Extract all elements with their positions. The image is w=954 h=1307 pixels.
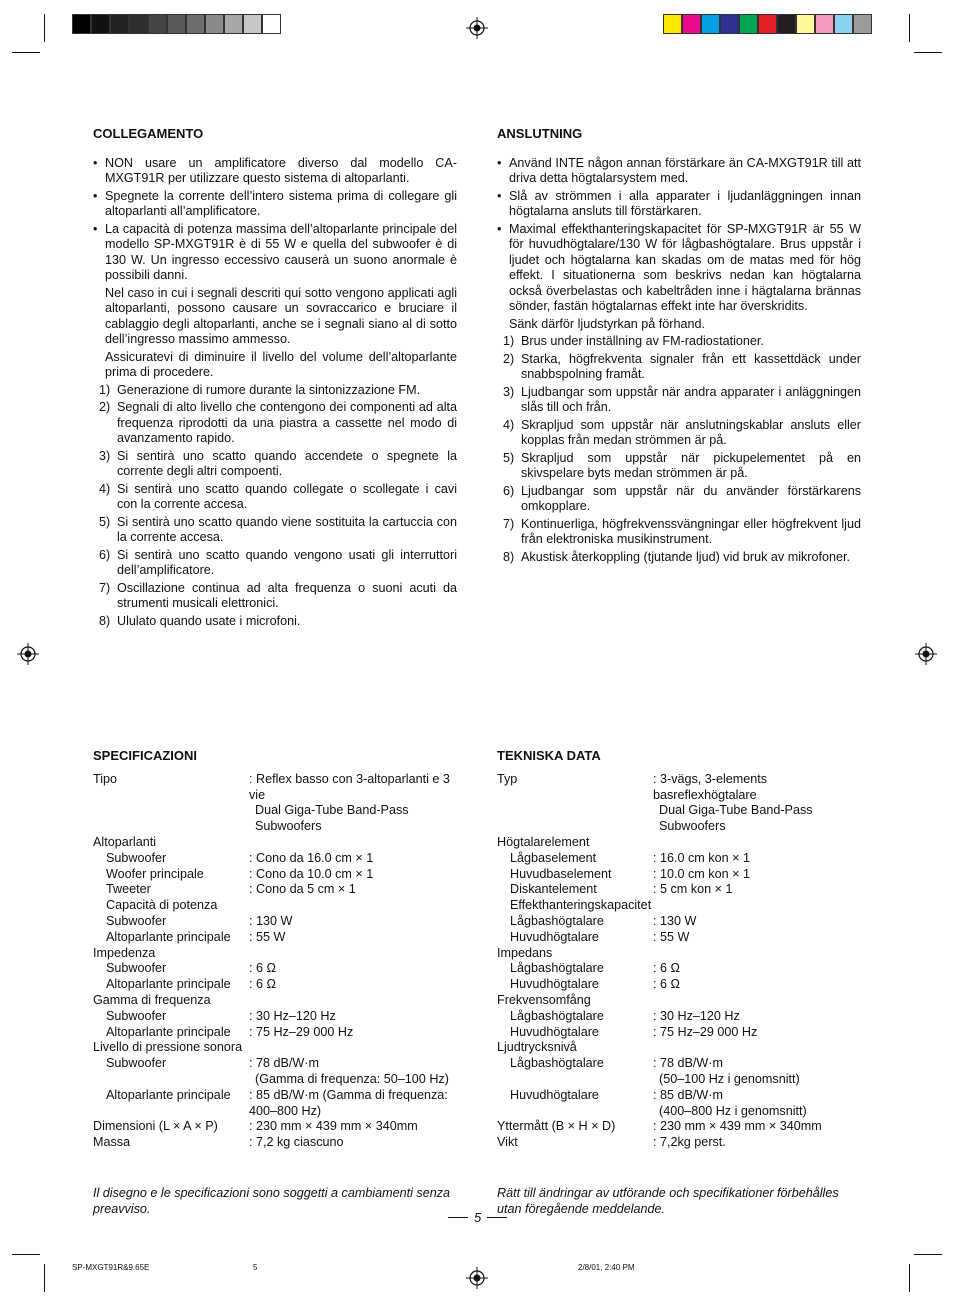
spec-row <box>497 961 863 977</box>
item-text: Kontinuerliga, högfrekvenssvängningar eller högfrekvent ljud från elektroniska musikinstrument. <box>521 516 861 546</box>
list-item <box>497 334 861 350</box>
color-swatch <box>224 14 243 34</box>
item-number: 2) <box>99 400 111 414</box>
spec-row <box>93 772 459 804</box>
spec-label <box>497 803 653 835</box>
item-text: Brus under inställning av FM-radiostationer. <box>521 334 764 348</box>
spec-row <box>497 1104 863 1120</box>
color-swatch <box>262 14 281 34</box>
item-text: Si sentirà uno scatto quando collegate o scollegate i cavi con la corrente accesa. <box>117 481 457 511</box>
spec-value <box>249 898 459 914</box>
spec-label: Högtalarelement <box>497 834 590 849</box>
spec-row <box>93 1009 459 1025</box>
color-swatch <box>796 14 815 34</box>
spec-value: : 10.0 cm kon × 1 <box>653 866 750 881</box>
numbered-list <box>93 383 457 630</box>
color-swatch <box>720 14 739 34</box>
color-swatch <box>148 14 167 34</box>
item-text: Generazione di rumore durante la sintonizzazione FM. <box>117 382 421 397</box>
spec-row <box>497 914 863 930</box>
spec-value <box>653 993 863 1009</box>
spec-row <box>93 803 459 835</box>
item-number: 5) <box>503 450 515 465</box>
registration-mark-icon <box>466 17 488 39</box>
grayscale-color-bar <box>72 14 281 34</box>
spec-row <box>93 1056 459 1072</box>
spec-value: : Reflex basso con 3-altoparlanti e 3 vie <box>249 771 450 802</box>
color-swatch <box>91 14 110 34</box>
spec-label: Tweeter <box>106 882 151 897</box>
spec-label: Dimensioni (L × A × P) <box>93 1119 218 1134</box>
paragraph: Sänk därför ljudstyrkan på förhand. <box>509 316 706 331</box>
item-number: 4) <box>503 417 515 432</box>
spec-value: : 130 W <box>249 913 293 928</box>
spec-row <box>497 1040 863 1056</box>
spec-value: : 16.0 cm kon × 1 <box>653 850 750 865</box>
item-text: Skrapljud som uppstår när pickupelementet på en skivspelare byts medan strömmen är på. <box>521 450 861 480</box>
spec-label: Ljudtrycksnivå <box>497 1040 577 1055</box>
spec-row <box>497 882 863 898</box>
list-item <box>497 451 861 482</box>
spec-label: Lågbashögtalare <box>510 961 604 976</box>
item-text: Starka, högfrekventa signaler från ett kassettdäck under snabbspolning framåt. <box>521 351 861 381</box>
spec-label: Subwoofer <box>106 961 167 976</box>
list-item <box>497 352 861 383</box>
spec-label <box>93 1072 249 1088</box>
color-swatch <box>701 14 720 34</box>
spec-label: Capacità di potenza <box>106 898 218 913</box>
section-heading: ANSLUTNING <box>497 126 583 141</box>
item-number: 6) <box>99 547 111 562</box>
italian-disclaimer: Il disegno e le specificazioni sono soggetti a cambiamenti senza preavviso. <box>93 1186 451 1216</box>
list-item <box>93 515 457 546</box>
spec-label: Huvudbaselement <box>510 866 612 881</box>
color-swatch <box>129 14 148 34</box>
item-number: 1) <box>503 334 515 348</box>
spec-label: Lågbashögtalare <box>510 1008 604 1023</box>
spec-row <box>497 1135 863 1151</box>
item-text: Ljudbangar som uppstår när andra apparater i anläggningen slås till och från. <box>521 384 861 414</box>
spec-label: Livello di pressione sonora <box>93 1040 243 1055</box>
registration-mark-icon <box>17 643 39 665</box>
bullet-item: • Maximal effekthanteringskapacitet för SP-MXGT91R är 55 W för huvudhögtalare/130 W för lågbashögtalare. Brus uppstår i ljudet och högtalarna kan skadas om de matas med för hög effekt. I situationerna som beskrivs nedan kan högtalarna också överbelastas och kabeltråden inne i hägtalarna brännas sönder, fastän högtalarnas effekt inte har överskridits. <box>497 222 861 315</box>
spec-value: : 5 cm kon × 1 <box>653 882 733 897</box>
spec-value: : 6 Ω <box>653 961 680 976</box>
color-swatch <box>758 14 777 34</box>
color-swatch <box>682 14 701 34</box>
spec-value <box>249 835 459 851</box>
color-swatch <box>205 14 224 34</box>
item-number: 3) <box>503 384 515 399</box>
spec-value: : 230 mm × 439 mm × 340mm <box>653 1119 822 1134</box>
item-text: Si sentirà uno scatto quando accendete o spegnete la corrente degli altri compoenti. <box>117 448 457 478</box>
spec-value: : Cono da 5 cm × 1 <box>249 882 356 897</box>
numbered-list <box>497 334 861 565</box>
spec-value: : 85 dB/W·m <box>653 1087 723 1102</box>
spec-row <box>93 1025 459 1041</box>
spec-label: Diskantelement <box>510 882 597 897</box>
list-item <box>93 548 457 579</box>
item-number: 8) <box>99 613 111 628</box>
bullet-item: • Spegnete la corrente dell’intero sistema prima di collegare gli altoparlanti all’amplificatore. <box>93 189 457 220</box>
spec-value: : 85 dB/W·m (Gamma di frequenza: 400–800 Hz) <box>249 1087 448 1118</box>
italian-connection-section <box>93 126 457 631</box>
color-swatch <box>243 14 262 34</box>
list-item <box>93 614 457 630</box>
spec-label: Tipo <box>93 771 118 786</box>
spec-value: : 75 Hz–29 000 Hz <box>653 1024 758 1039</box>
registration-mark-icon <box>915 643 937 665</box>
spec-row <box>93 898 459 914</box>
spec-row <box>497 930 863 946</box>
paragraph: Assicuratevi di diminuire il livello del volume dell’altoparlante prima di procedere. <box>105 349 457 379</box>
spec-value: Dual Giga-Tube Band-Pass Subwoofers <box>659 803 813 834</box>
spec-value: : 78 dB/W·m <box>249 1056 319 1071</box>
spec-value: : 78 dB/W·m <box>653 1056 723 1071</box>
paragraph: Nel caso in cui i segnali descriti qui sotto vengono applicati agli altoparlanti, possono causare un sovraccarico e bruciare il cablaggio degli altoparlanti, anche se i segnali siano al di sotto dell’ingresso massimo ammesso. <box>105 285 457 346</box>
spec-label: Subwoofer <box>106 1008 167 1023</box>
item-text: Segnali di alto livello che contengono dei componenti ad alta frequenza riprodotti da una piastra a cassette nel modo di avanzamento rapido. <box>117 400 457 445</box>
item-text: Skrapljud som uppstår när anslutningskablar ansluts eller kopplas från medan strömmen är på. <box>521 417 861 447</box>
spec-value: : 230 mm × 439 mm × 340mm <box>249 1119 418 1134</box>
spec-label: Lågbaselement <box>510 850 597 865</box>
spec-row <box>93 1072 459 1088</box>
list-item <box>497 385 861 416</box>
spec-table <box>93 772 459 1151</box>
swedish-disclaimer: Rätt till ändringar av utförande och specifikationer förbehålles utan föregående meddelande. <box>497 1186 839 1216</box>
spec-label: Subwoofer <box>106 1056 167 1071</box>
color-swatch <box>739 14 758 34</box>
spec-label: Huvudhögtalare <box>510 977 599 992</box>
section-heading: COLLEGAMENTO <box>93 126 204 141</box>
spec-label: Altoparlante principale <box>106 1024 231 1039</box>
spec-row <box>93 914 459 930</box>
list-item <box>93 581 457 612</box>
page-number <box>448 1210 507 1225</box>
color-swatch <box>815 14 834 34</box>
process-color-bar <box>663 14 872 34</box>
spec-value: : 30 Hz–120 Hz <box>249 1008 336 1023</box>
spec-value: : 6 Ω <box>653 977 680 992</box>
item-number: 6) <box>503 483 515 498</box>
spec-label: Subwoofer <box>106 913 167 928</box>
spec-label: Typ <box>497 771 518 786</box>
spec-row <box>497 1009 863 1025</box>
spec-row <box>497 867 863 883</box>
spec-row <box>497 898 863 914</box>
item-number: 7) <box>99 580 111 595</box>
spec-value: : 3-vägs, 3-elements basreflexhögtalare <box>653 771 768 802</box>
spec-label: Massa <box>93 1135 131 1150</box>
spec-row <box>497 835 863 851</box>
spec-label: Woofer principale <box>106 866 204 881</box>
spec-label <box>93 803 249 835</box>
spec-row <box>497 803 863 835</box>
color-swatch <box>853 14 872 34</box>
spec-label: Altoparlante principale <box>106 1087 231 1102</box>
spec-label <box>497 1104 653 1120</box>
spec-row <box>497 1072 863 1088</box>
item-text: Ululato quando usate i microfoni. <box>117 613 301 628</box>
spec-value: (400–800 Hz i genomsnitt) <box>659 1103 807 1118</box>
list-item <box>93 449 457 480</box>
item-number: 3) <box>99 448 111 463</box>
spec-value: : 55 W <box>249 929 286 944</box>
spec-label: Lågbashögtalare <box>510 1056 604 1071</box>
spec-row <box>93 961 459 977</box>
item-text: Akustisk återkoppling (tjutande ljud) vid bruk av mikrofoner. <box>521 549 850 564</box>
spec-label: Subwoofer <box>106 850 167 865</box>
spec-label: Effekthanteringskapacitet <box>510 898 652 913</box>
spec-label: Lågbashögtalare <box>510 913 604 928</box>
spec-label: Impedenza <box>93 945 156 960</box>
list-item <box>93 482 457 513</box>
spec-label: Altoparlante principale <box>106 929 231 944</box>
list-item <box>497 484 861 515</box>
footer-filename: SP-MXGT91R&9.65E <box>72 1263 150 1272</box>
color-swatch <box>777 14 796 34</box>
color-swatch <box>663 14 682 34</box>
section-heading: SPECIFICAZIONI <box>93 748 198 763</box>
spec-value <box>249 1040 459 1056</box>
spec-row <box>497 1088 863 1104</box>
item-number: 1) <box>99 382 111 397</box>
spec-value <box>653 946 863 962</box>
spec-value: : 7,2 kg ciascuno <box>249 1135 344 1150</box>
spec-label: Gamma di frequenza <box>93 992 211 1007</box>
registration-mark-icon <box>466 1267 488 1289</box>
item-number: 5) <box>99 514 111 529</box>
spec-value <box>249 946 459 962</box>
spec-label: Huvudhögtalare <box>510 929 599 944</box>
spec-row <box>93 946 459 962</box>
spec-row <box>93 1088 459 1120</box>
spec-value: : 55 W <box>653 929 690 944</box>
spec-row <box>93 930 459 946</box>
spec-value: (50–100 Hz i genomsnitt) <box>659 1071 800 1086</box>
bullet-item: • Slå av strömmen i alla apparater i ljudanläggningen innan högtalarna ansluts till förstärkaren. <box>497 189 861 220</box>
list-item <box>93 400 457 447</box>
list-item <box>497 550 861 566</box>
spec-row <box>497 977 863 993</box>
item-text: Si sentirà uno scatto quando viene sostituita la cartuccia con la corrente accesa. <box>117 514 457 544</box>
spec-row <box>93 977 459 993</box>
spec-row <box>93 1119 459 1135</box>
spec-label: Altoparlante principale <box>106 977 231 992</box>
spec-row <box>93 1135 459 1151</box>
spec-row <box>497 1056 863 1072</box>
bullet-list <box>93 156 457 284</box>
footer-date: 2/8/01, 2:40 PM <box>578 1263 635 1272</box>
spec-value: : Cono da 10.0 cm × 1 <box>249 866 374 881</box>
item-number: 2) <box>503 351 515 366</box>
spec-row <box>93 882 459 898</box>
color-swatch <box>72 14 91 34</box>
spec-value <box>653 835 863 851</box>
bullet-item: • La capacità di potenza massima dell’altoparlante principale del modello SP-MXGT91R è di 55 W e quella del subwoofer è di 130 W. Un ingresso eccessivo causerà un suono anormale è possibili danni. <box>93 222 457 284</box>
italian-specifications <box>93 748 459 1151</box>
spec-label: Huvudhögtalare <box>510 1087 599 1102</box>
list-item <box>497 517 861 548</box>
page-number-text: 5 <box>474 1210 482 1225</box>
spec-value: : 30 Hz–120 Hz <box>653 1008 740 1023</box>
spec-value: Dual Giga-Tube Band-Pass Subwoofers <box>255 803 409 834</box>
spec-label: Altoparlanti <box>93 834 157 849</box>
spec-row <box>93 851 459 867</box>
spec-value: (Gamma di frequenza: 50–100 Hz) <box>255 1071 449 1086</box>
list-item <box>93 383 457 399</box>
spec-row <box>497 1025 863 1041</box>
list-item <box>497 418 861 449</box>
spec-row <box>497 993 863 1009</box>
spec-table <box>497 772 863 1151</box>
item-number: 4) <box>99 481 111 496</box>
bullet-item: • NON usare un amplificatore diverso dal modello CA-MXGT91R per utilizzare questo sistema di altoparlanti. <box>93 156 457 187</box>
spec-row <box>497 946 863 962</box>
spec-label: Yttermått (B × H × D) <box>497 1119 616 1134</box>
swedish-specifications <box>497 748 863 1151</box>
spec-value <box>249 993 459 1009</box>
spec-label: Impedans <box>497 945 553 960</box>
swedish-connection-section <box>497 126 861 567</box>
bullet-item: • Använd INTE någon annan förstärkare än CA-MXGT91R till att driva detta högtalarsystem med. <box>497 156 861 187</box>
spec-label: Frekvensomfång <box>497 992 591 1007</box>
spec-value: : 7,2kg perst. <box>653 1135 726 1150</box>
color-swatch <box>834 14 853 34</box>
color-swatch <box>167 14 186 34</box>
spec-value <box>653 1040 863 1056</box>
spec-label <box>497 1072 653 1088</box>
spec-value: : 130 W <box>653 913 697 928</box>
spec-row <box>93 835 459 851</box>
spec-label: Vikt <box>497 1135 518 1150</box>
spec-label: Huvudhögtalare <box>510 1024 599 1039</box>
item-number: 8) <box>503 549 515 564</box>
spec-row <box>497 1119 863 1135</box>
footer-page: 5 <box>253 1263 258 1272</box>
spec-row <box>497 851 863 867</box>
spec-row <box>497 772 863 804</box>
item-text: Ljudbangar som uppstår när du använder förstärkarens omkopplare. <box>521 483 861 513</box>
color-swatch <box>186 14 205 34</box>
spec-value: : 6 Ω <box>249 961 276 976</box>
spec-value: : 75 Hz–29 000 Hz <box>249 1024 354 1039</box>
item-text: Oscillazione continua ad alta frequenza o suoni acuti da strumenti musicali elettronici. <box>117 580 457 610</box>
section-heading: TEKNISKA DATA <box>497 748 601 763</box>
spec-row <box>93 993 459 1009</box>
color-swatch <box>110 14 129 34</box>
spec-value: : Cono da 16.0 cm × 1 <box>249 850 374 865</box>
spec-row <box>93 1040 459 1056</box>
item-number: 7) <box>503 516 515 531</box>
spec-value <box>653 898 863 914</box>
spec-row <box>93 867 459 883</box>
spec-value: : 6 Ω <box>249 977 276 992</box>
bullet-list <box>497 156 861 315</box>
item-text: Si sentirà uno scatto quando vengono usati gli interruttori dell’amplificatore. <box>117 547 457 577</box>
